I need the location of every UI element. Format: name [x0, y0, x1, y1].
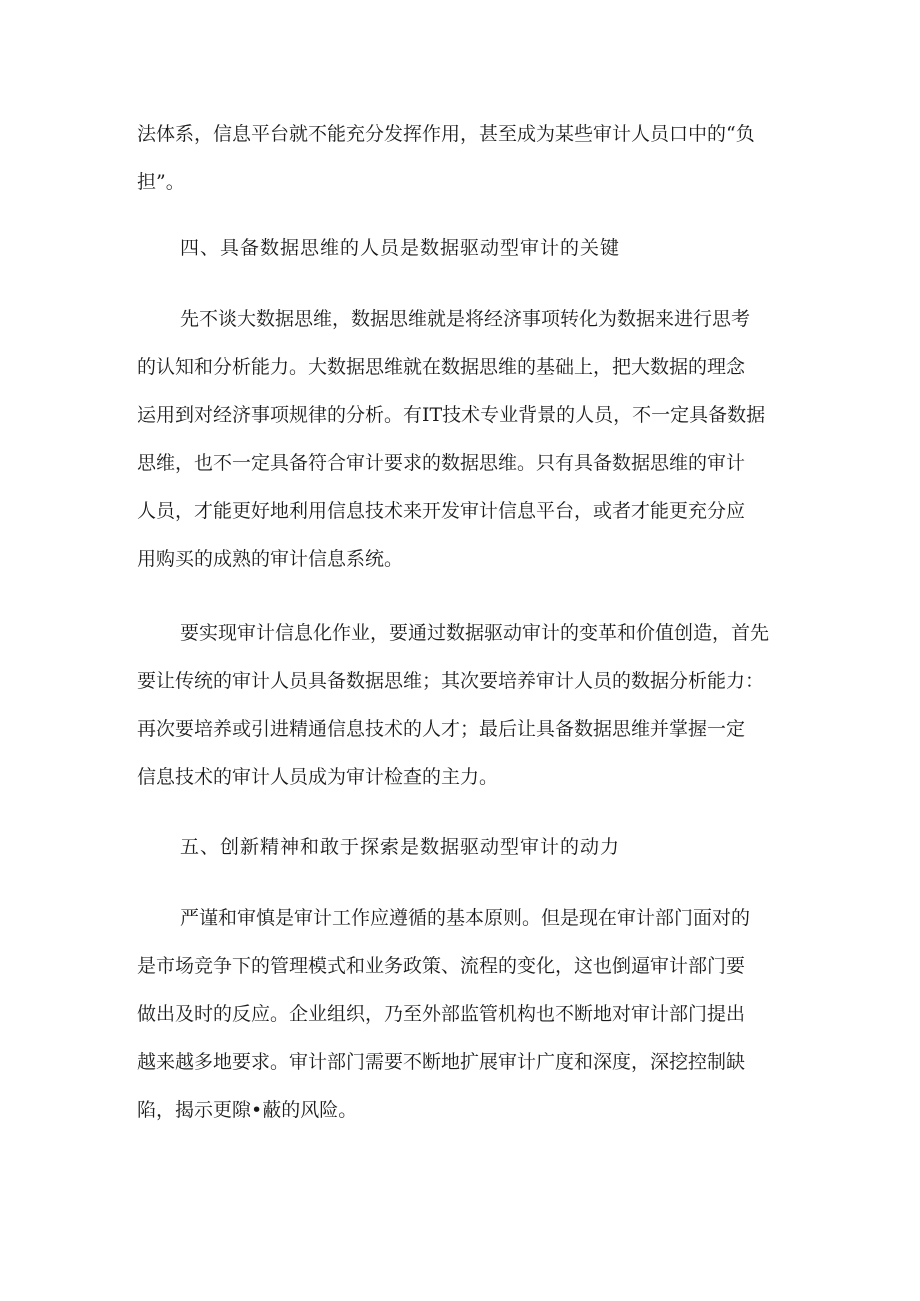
paragraph-2-line-3: 运用到对经济事项规律的分析。有IT技术专业背景的人员，不一定具备数据: [137, 404, 766, 426]
paragraph-1-line-1: 法体系，信息平台就不能充分发挥作用，甚至成为某些审计人员口中的“负: [137, 123, 755, 145]
section-heading-5: 五、创新精神和敢于探索是数据驱动型审计的动力: [180, 836, 621, 858]
paragraph-1-line-2: 担”。: [137, 171, 185, 193]
paragraph-2-line-1: 先不谈大数据思维，数据思维就是将经济事项转化为数据来进行思考: [180, 308, 751, 330]
paragraph-4-line-5: 陷，揭示更隙•蔽的风险。: [137, 1099, 358, 1121]
paragraph-2-line-6: 用购买的成熟的审计信息系统。: [137, 548, 404, 570]
paragraph-3-line-3: 再次要培养或引进精通信息技术的人才；最后让具备数据思维并掌握一定: [137, 718, 746, 740]
paragraph-4-line-2: 是市场竞争下的管理模式和业务政策、流程的变化，这也倒逼审计部门要: [137, 955, 746, 977]
paragraph-4-line-4: 越来越多地要求。审计部门需要不断地扩展审计广度和深度，深挖控制缺: [137, 1051, 746, 1073]
paragraph-2-line-5: 人员，才能更好地利用信息技术来开发审计信息平台，或者才能更充分应: [137, 500, 746, 522]
paragraph-2-line-2: 的认知和分析能力。大数据思维就在数据思维的基础上，把大数据的理念: [137, 356, 746, 378]
paragraph-3-line-1: 要实现审计信息化作业，要通过数据驱动审计的变革和价值创造，首先: [180, 622, 770, 644]
paragraph-4-line-1: 严谨和审慎是审计工作应遵循的基本原则。但是现在审计部门面对的: [180, 907, 751, 929]
paragraph-2-line-4: 思维，也不一定具备符合审计要求的数据思维。只有具备数据思维的审计: [137, 452, 746, 474]
paragraph-3-line-4: 信息技术的审计人员成为审计检查的主力。: [137, 766, 499, 788]
paragraph-3-line-2: 要让传统的审计人员具备数据思维；其次要培养审计人员的数据分析能力：: [137, 670, 765, 692]
paragraph-4-line-3: 做出及时的反应。企业组织，乃至外部监管机构也不断地对审计部门提出: [137, 1003, 746, 1025]
section-heading-4: 四、具备数据思维的人员是数据驱动型审计的关键: [180, 237, 621, 259]
